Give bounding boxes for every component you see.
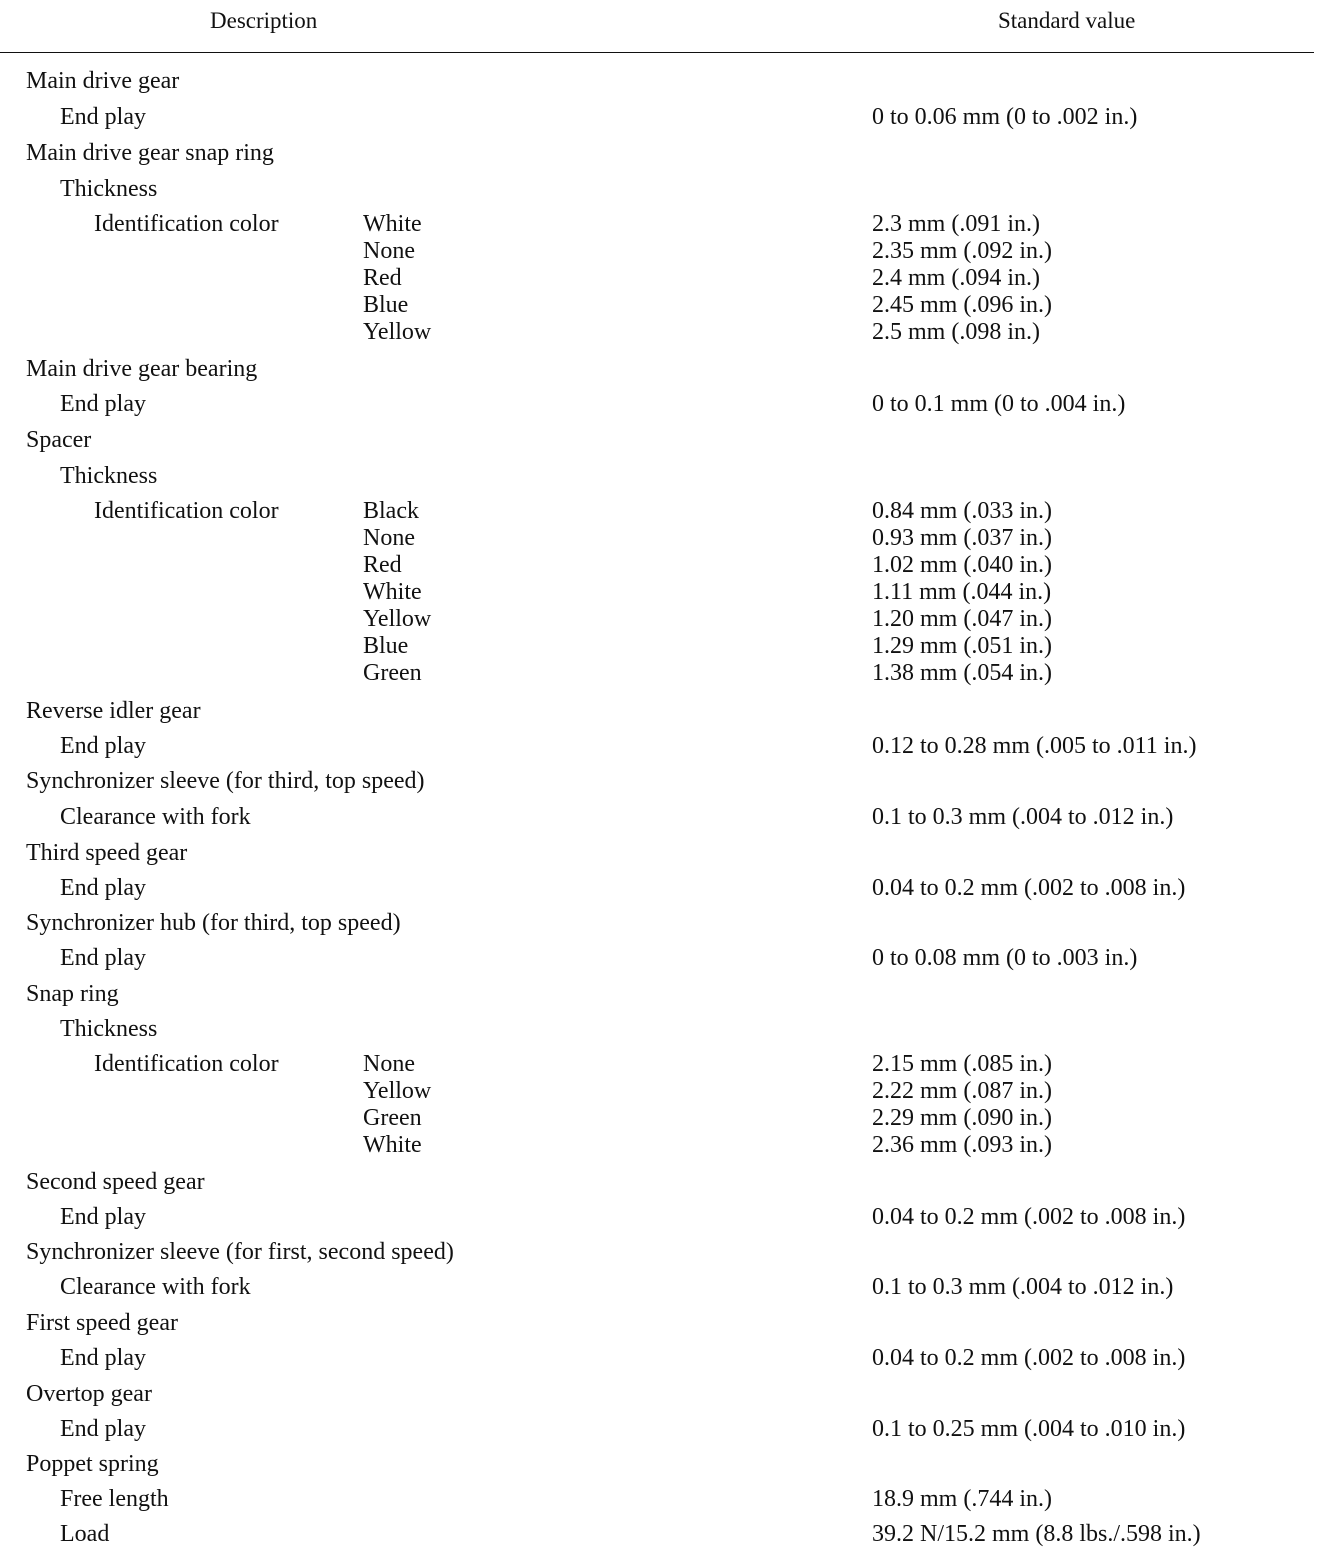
- item-label: Third speed gear: [26, 840, 188, 866]
- item-label: Synchronizer sleeve (for third, top speed): [26, 768, 425, 794]
- standard-value: 1.38 mm (.054 in.): [872, 660, 1052, 686]
- sub-item-label: Free length: [60, 1486, 169, 1512]
- standard-value: 0 to 0.06 mm (0 to .002 in.): [872, 104, 1138, 130]
- standard-value: 0.04 to 0.2 mm (.002 to .008 in.): [872, 875, 1186, 901]
- standard-value: 1.20 mm (.047 in.): [872, 606, 1052, 632]
- color-label: Blue: [363, 292, 409, 318]
- item-label: Snap ring: [26, 981, 119, 1007]
- color-label: Yellow: [363, 606, 432, 632]
- sub-item-label: End play: [60, 875, 146, 901]
- item-label: Main drive gear snap ring: [26, 140, 274, 166]
- item-label: Synchronizer sleeve (for first, second speed): [26, 1239, 454, 1265]
- color-label: White: [363, 1132, 422, 1158]
- standard-value: 0.12 to 0.28 mm (.005 to .011 in.): [872, 733, 1197, 759]
- sub-item-label: End play: [60, 1204, 146, 1230]
- sub-item-label: Identification color: [94, 1051, 279, 1077]
- color-label: Red: [363, 552, 402, 578]
- header-description: Description: [210, 8, 318, 33]
- sub-item-label: Identification color: [94, 498, 279, 524]
- item-label: Overtop gear: [26, 1381, 152, 1407]
- standard-value: 39.2 N/15.2 mm (8.8 lbs./.598 in.): [872, 1521, 1201, 1547]
- standard-value: 0.04 to 0.2 mm (.002 to .008 in.): [872, 1345, 1186, 1371]
- color-label: None: [363, 525, 415, 551]
- standard-value: 2.45 mm (.096 in.): [872, 292, 1052, 318]
- item-label: Synchronizer hub (for third, top speed): [26, 910, 401, 936]
- color-label: None: [363, 238, 415, 264]
- standard-value: 1.11 mm (.044 in.): [872, 579, 1052, 605]
- standard-value: 0 to 0.1 mm (0 to .004 in.): [872, 391, 1126, 417]
- sub-item-label: End play: [60, 1345, 146, 1371]
- header-standard-value: Standard value: [998, 8, 1136, 33]
- standard-value: 0.84 mm (.033 in.): [872, 498, 1052, 524]
- color-label: None: [363, 1051, 415, 1077]
- color-label: Green: [363, 660, 422, 686]
- color-label: Red: [363, 265, 402, 291]
- color-label: Green: [363, 1105, 422, 1131]
- standard-value: 2.5 mm (.098 in.): [872, 319, 1040, 345]
- standard-value: 0.93 mm (.037 in.): [872, 525, 1052, 551]
- sub-item-label: End play: [60, 1416, 146, 1442]
- standard-value: 1.02 mm (.040 in.): [872, 552, 1052, 578]
- item-label: Main drive gear bearing: [26, 356, 258, 382]
- standard-value: 2.4 mm (.094 in.): [872, 265, 1040, 291]
- sub-item-label: End play: [60, 391, 146, 417]
- standard-value: 0.1 to 0.3 mm (.004 to .012 in.): [872, 804, 1174, 830]
- standard-value: 0 to 0.08 mm (0 to .003 in.): [872, 945, 1138, 971]
- color-label: White: [363, 211, 422, 237]
- standard-value: 2.29 mm (.090 in.): [872, 1105, 1052, 1131]
- sub-item-label: Thickness: [60, 1016, 158, 1042]
- standard-value: 0.1 to 0.3 mm (.004 to .012 in.): [872, 1274, 1174, 1300]
- sub-item-label: Thickness: [60, 176, 158, 202]
- standard-value: 1.29 mm (.051 in.): [872, 633, 1052, 659]
- color-label: White: [363, 579, 422, 605]
- standard-value: 0.04 to 0.2 mm (.002 to .008 in.): [872, 1204, 1186, 1230]
- standard-value: 0.1 to 0.25 mm (.004 to .010 in.): [872, 1416, 1186, 1442]
- sub-item-label: Load: [60, 1521, 110, 1547]
- sub-item-label: Identification color: [94, 211, 279, 237]
- header-divider: [0, 52, 1314, 53]
- color-label: Black: [363, 498, 419, 524]
- sub-item-label: End play: [60, 945, 146, 971]
- item-label: Spacer: [26, 427, 92, 453]
- color-label: Blue: [363, 633, 409, 659]
- sub-item-label: Clearance with fork: [60, 804, 251, 830]
- standard-value: 2.22 mm (.087 in.): [872, 1078, 1052, 1104]
- color-label: Yellow: [363, 319, 432, 345]
- sub-item-label: End play: [60, 733, 146, 759]
- sub-item-label: Clearance with fork: [60, 1274, 251, 1300]
- item-label: Main drive gear: [26, 68, 180, 94]
- sub-item-label: End play: [60, 104, 146, 130]
- standard-value: 2.35 mm (.092 in.): [872, 238, 1052, 264]
- color-label: Yellow: [363, 1078, 432, 1104]
- item-label: First speed gear: [26, 1310, 178, 1336]
- standard-value: 2.36 mm (.093 in.): [872, 1132, 1052, 1158]
- standard-value: 2.15 mm (.085 in.): [872, 1051, 1052, 1077]
- item-label: Poppet spring: [26, 1451, 159, 1477]
- item-label: Second speed gear: [26, 1169, 205, 1195]
- sub-item-label: Thickness: [60, 463, 158, 489]
- standard-value: 18.9 mm (.744 in.): [872, 1486, 1052, 1512]
- standard-value: 2.3 mm (.091 in.): [872, 211, 1040, 237]
- item-label: Reverse idler gear: [26, 698, 201, 724]
